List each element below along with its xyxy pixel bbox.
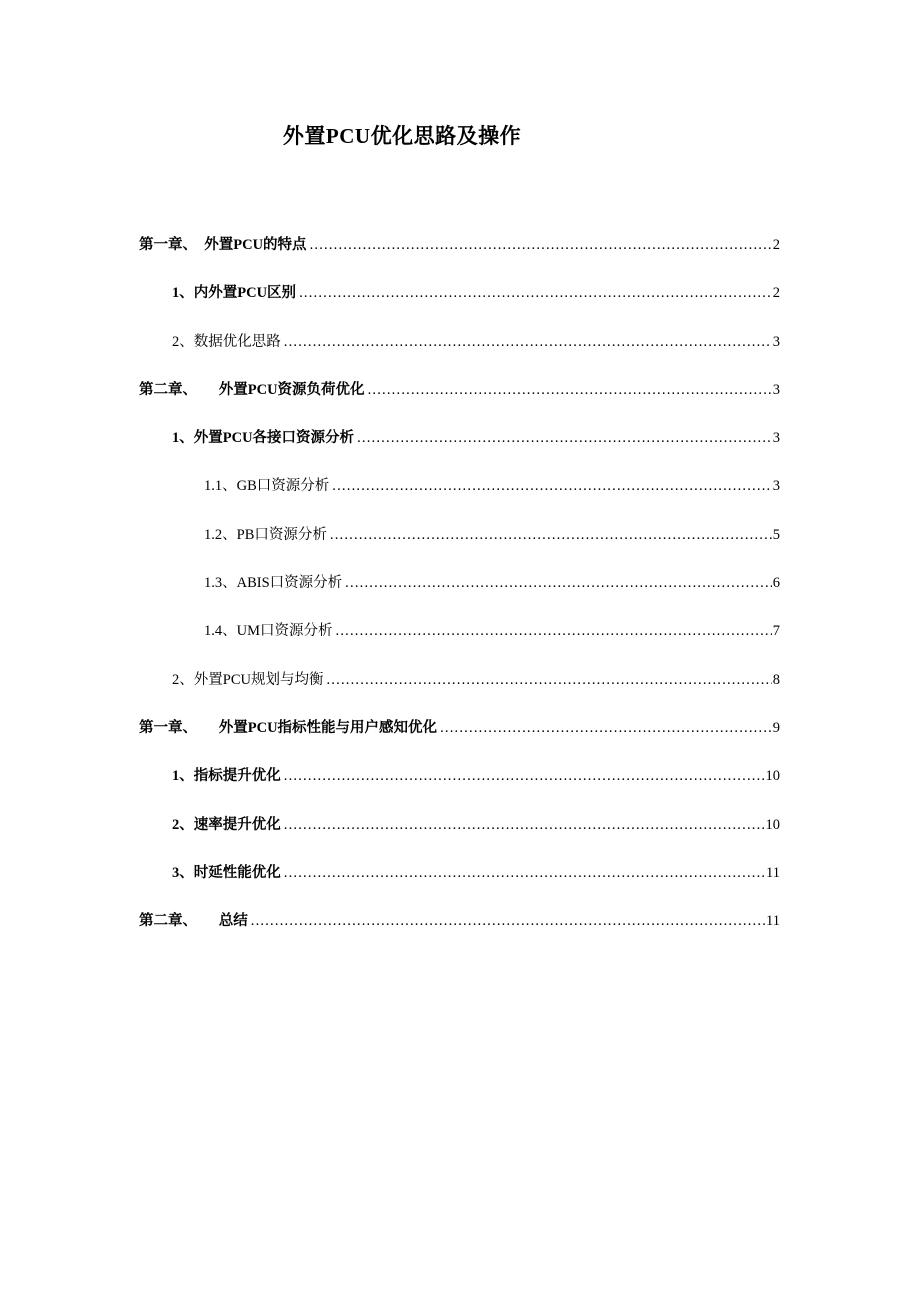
toc-page-number: 10 bbox=[765, 768, 780, 785]
toc-entry[interactable] bbox=[139, 761, 780, 809]
toc-dot-leader bbox=[284, 858, 765, 888]
toc-dot-leader bbox=[336, 616, 772, 646]
toc-entry[interactable] bbox=[139, 278, 780, 326]
toc-dot-leader bbox=[332, 471, 771, 501]
toc-entry-title: 2、速率提升优化 bbox=[172, 816, 281, 833]
toc-dot-leader bbox=[284, 810, 765, 840]
toc-entry[interactable] bbox=[139, 230, 780, 278]
toc-entry-title: 3、时延性能优化 bbox=[172, 864, 281, 881]
toc-dot-leader bbox=[251, 906, 765, 936]
toc-entry[interactable] bbox=[139, 906, 780, 954]
toc-dot-leader bbox=[310, 230, 772, 260]
toc-page-number: 11 bbox=[766, 913, 780, 930]
toc-page-number: 3 bbox=[772, 333, 780, 350]
toc-page-number: 5 bbox=[772, 526, 780, 543]
toc-entry-title: 2、外置PCU规划与均衡 bbox=[172, 671, 324, 688]
toc-entry[interactable] bbox=[139, 423, 780, 471]
toc-page-number: 6 bbox=[772, 575, 780, 592]
toc-dot-leader bbox=[357, 423, 772, 453]
toc-entry[interactable] bbox=[139, 375, 780, 423]
toc-dot-leader bbox=[284, 327, 772, 357]
toc-entry-title: 第一章、 外置PCU的特点 bbox=[139, 237, 307, 253]
toc-dot-leader bbox=[330, 520, 772, 550]
toc-page-number: 8 bbox=[772, 671, 780, 688]
toc-dot-leader bbox=[326, 665, 771, 695]
toc-entry[interactable] bbox=[139, 616, 780, 664]
toc-dot-leader bbox=[345, 568, 772, 598]
table-of-contents bbox=[139, 230, 780, 954]
toc-entry[interactable] bbox=[139, 713, 780, 761]
toc-page-number: 3 bbox=[772, 381, 780, 398]
toc-page-number: 2 bbox=[772, 285, 780, 302]
toc-entry-title: 1.3、ABIS口资源分析 bbox=[204, 575, 343, 592]
toc-page-number: 11 bbox=[766, 864, 780, 881]
toc-entry-title: 1、内外置PCU区别 bbox=[172, 285, 297, 302]
toc-dot-leader bbox=[299, 278, 772, 308]
toc-entry-title: 1、指标提升优化 bbox=[172, 768, 281, 785]
toc-page-number: 3 bbox=[772, 430, 780, 447]
toc-entry-title: 1、外置PCU各接口资源分析 bbox=[172, 430, 355, 447]
toc-entry[interactable] bbox=[139, 665, 780, 713]
toc-entry-title: 1.2、PB口资源分析 bbox=[204, 526, 327, 543]
toc-entry[interactable] bbox=[139, 471, 780, 519]
toc-entry[interactable] bbox=[139, 858, 780, 906]
document-title: 外置PCU优化思路及操作 bbox=[282, 124, 522, 148]
toc-page-number: 2 bbox=[772, 237, 780, 253]
toc-entry[interactable] bbox=[139, 520, 780, 568]
toc-dot-leader bbox=[284, 761, 765, 791]
toc-entry-title: 1.1、GB口资源分析 bbox=[204, 478, 330, 495]
toc-entry-title: 第二章、 外置PCU资源负荷优化 bbox=[139, 381, 365, 398]
toc-dot-leader bbox=[368, 375, 772, 405]
toc-entry[interactable] bbox=[139, 327, 780, 375]
toc-page-number: 3 bbox=[772, 478, 780, 495]
toc-dot-leader bbox=[440, 713, 772, 743]
toc-entry[interactable] bbox=[139, 568, 780, 616]
toc-entry-title: 2、数据优化思路 bbox=[172, 333, 281, 350]
toc-page-number: 9 bbox=[772, 719, 780, 736]
toc-entry-title: 1.4、UM口资源分析 bbox=[204, 623, 333, 640]
toc-entry-title: 第一章、 外置PCU指标性能与用户感知优化 bbox=[139, 719, 438, 736]
toc-page-number: 10 bbox=[765, 816, 780, 833]
toc-entry[interactable] bbox=[139, 810, 780, 858]
toc-page-number: 7 bbox=[772, 623, 780, 640]
toc-entry-title: 第二章、 总结 bbox=[139, 913, 248, 930]
